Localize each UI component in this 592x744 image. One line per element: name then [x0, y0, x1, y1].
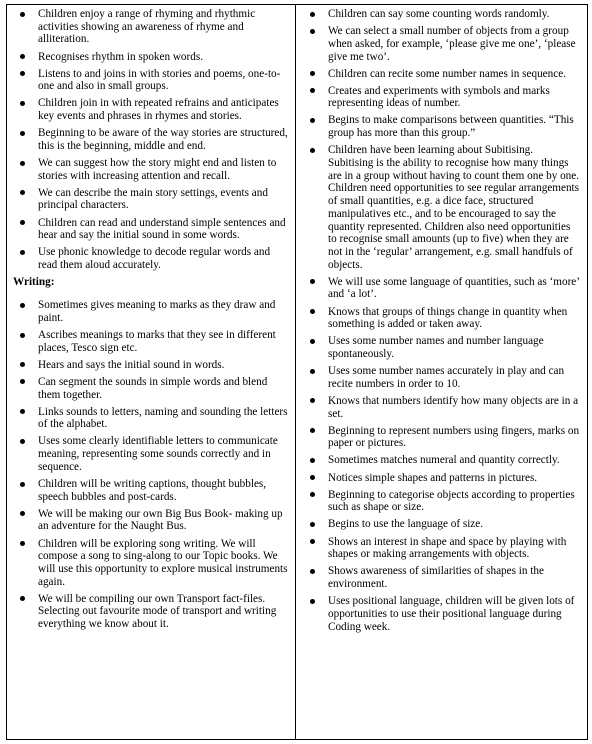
- reading-list: [11, 8, 289, 272]
- list-item: Knows that numbers identify how many objects are in a set.: [301, 395, 581, 420]
- list-item: Sometimes matches numeral and quantity correctly.: [301, 454, 581, 467]
- list-item: We can select a small number of objects from a group when asked, for example, ‘please give me one’, ‘please give me two’.: [301, 25, 581, 63]
- list-item: Children can recite some number names in sequence.: [301, 68, 581, 81]
- list-item: Begins to use the language of size.: [301, 518, 581, 531]
- list-item: Children will be exploring song writing. We will compose a song to sing-along to our Topic books. We will use this opportunity to explore musical instruments again.: [11, 538, 289, 589]
- list-item: Sometimes gives meaning to marks as they draw and paint.: [11, 299, 289, 324]
- list-item: We will be compiling our own Transport fact-files. Selecting out favourite mode of transport and writing everything we know about it.: [11, 593, 289, 631]
- list-item: Begins to make comparisons between quantities. “This group has more than this group.”: [301, 114, 581, 139]
- right-column: [296, 5, 587, 739]
- list-item: Uses some number names and number language spontaneously.: [301, 335, 581, 360]
- list-item: Children can read and understand simple sentences and hear and say the initial sound in some words.: [11, 217, 289, 242]
- list-item: Children enjoy a range of rhyming and rhythmic activities showing an awareness of rhyme and alliteration.: [11, 8, 289, 46]
- list-item: Can segment the sounds in simple words and blend them together.: [11, 376, 289, 401]
- list-item: Beginning to be aware of the way stories are structured, this is the beginning, middle and end.: [11, 127, 289, 152]
- list-item: Links sounds to letters, naming and sounding the letters of the alphabet.: [11, 406, 289, 431]
- list-item: Creates and experiments with symbols and marks representing ideas of number.: [301, 85, 581, 110]
- list-item: We will be making our own Big Bus Book- making up an adventure for the Naught Bus.: [11, 508, 289, 533]
- list-item: Uses positional language, children will be given lots of opportunities to use their positional language during Coding week.: [301, 595, 581, 633]
- list-item: Children join in with repeated refrains and anticipates key events and phrases in rhymes and stories.: [11, 97, 289, 122]
- list-item: We can suggest how the story might end and listen to stories with increasing attention and recall.: [11, 157, 289, 182]
- curriculum-table: [6, 4, 588, 740]
- writing-heading: Writing:: [13, 276, 55, 289]
- list-item: Shows awareness of similarities of shapes in the environment.: [301, 565, 581, 590]
- list-item: Uses some number names accurately in play and can recite numbers in order to 10.: [301, 365, 581, 390]
- list-item: Children have been learning about Subitising. Subitising is the ability to recognise how many things are in a group without having to count them one by one. Children need opportunities to see regular arrangements of small quantities, e.g. a dice face, structured manipulatives etc., and to be encouraged to say the quantity represented. Children also need opportunities to recognise small amounts (up to five) when they are not in the ‘regular’ arrangement, e.g. small handfuls of objects.: [301, 144, 581, 271]
- list-item: We can describe the main story settings, events and principal characters.: [11, 187, 289, 212]
- list-item: Recognises rhythm in spoken words.: [11, 51, 289, 64]
- list-item: Children will be writing captions, thought bubbles, speech bubbles and post-cards.: [11, 478, 289, 503]
- list-item: Beginning to represent numbers using fingers, marks on paper or pictures.: [301, 425, 581, 450]
- list-item: Hears and says the initial sound in words.: [11, 359, 289, 372]
- list-item: Children can say some counting words randomly.: [301, 8, 581, 21]
- list-item: Listens to and joins in with stories and poems, one-to-one and also in small groups.: [11, 68, 289, 93]
- list-item: Ascribes meanings to marks that they see in different places, Tesco sign etc.: [11, 329, 289, 354]
- list-item: Beginning to categorise objects according to properties such as shape or size.: [301, 489, 581, 514]
- left-column: [7, 5, 296, 739]
- list-item: Shows an interest in shape and space by playing with shapes or making arrangements with objects.: [301, 536, 581, 561]
- list-item: Use phonic knowledge to decode regular words and read them aloud accurately.: [11, 246, 289, 271]
- list-item: Knows that groups of things change in quantity when something is added or taken away.: [301, 306, 581, 331]
- maths-list: [301, 8, 581, 633]
- list-item: Uses some clearly identifiable letters to communicate meaning, representing some sounds correctly and in sequence.: [11, 435, 289, 473]
- list-item: We will use some language of quantities, such as ‘more’ and ‘a lot’.: [301, 276, 581, 301]
- list-item: Notices simple shapes and patterns in pictures.: [301, 472, 581, 485]
- writing-list: [11, 299, 289, 631]
